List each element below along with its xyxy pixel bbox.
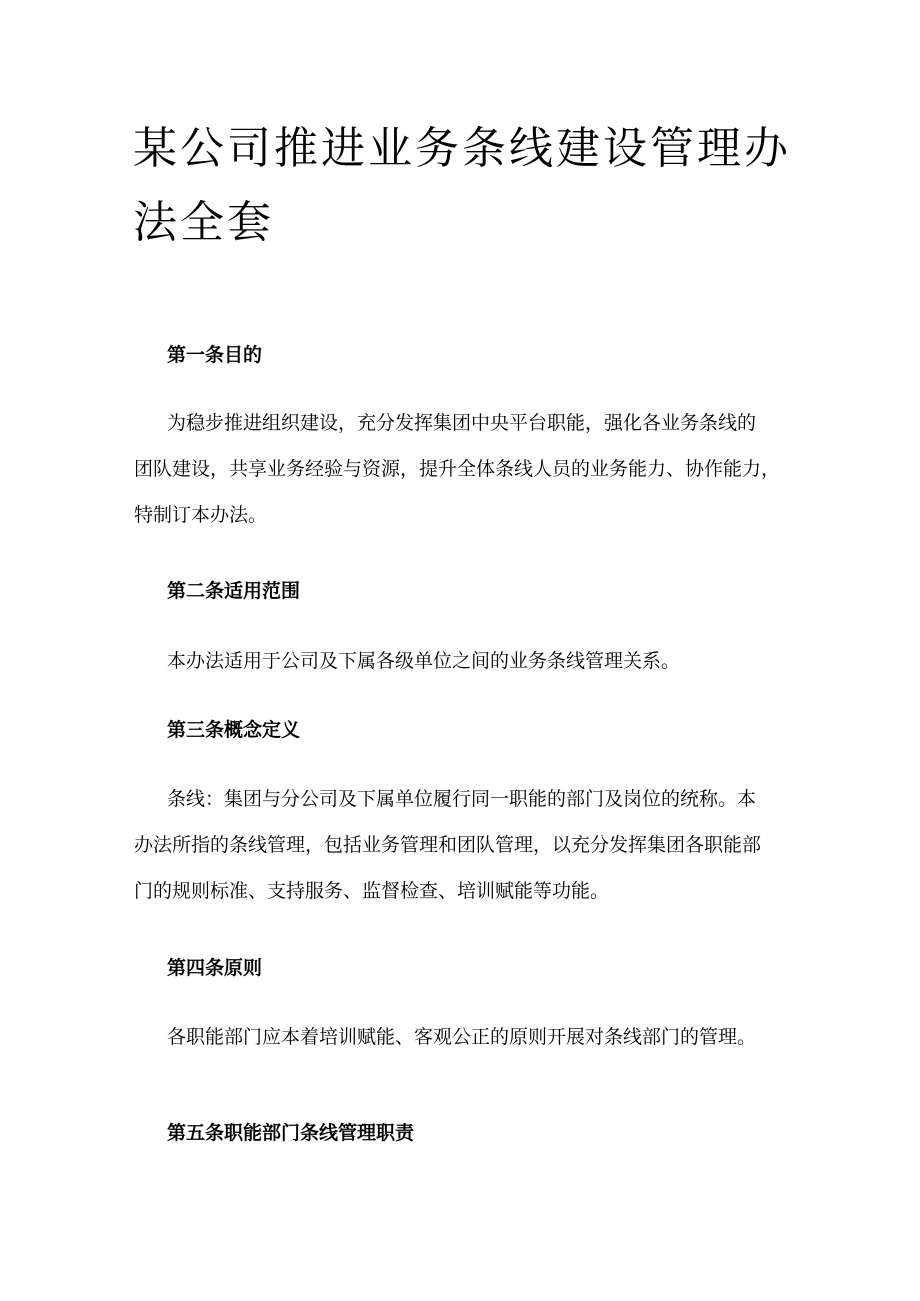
- section-body-article-2: [134, 638, 794, 684]
- section-body-article-1: [134, 400, 794, 538]
- body-line: 团队建设，共享业务经验与资源，提升全体条线人员的业务能力、协作能力，: [134, 458, 781, 480]
- body-line: 为稳步推进组织建设，充分发挥集团中央平台职能，强化各业务条线的: [167, 412, 757, 434]
- section-heading-article-1: 第一条目的: [167, 344, 263, 366]
- body-line: 条线：集团与分公司及下属单位履行同一职能的部门及岗位的统称。本: [167, 788, 757, 810]
- section-heading-article-3: 第三条概念定义: [167, 719, 301, 741]
- section-heading-article-2: 第二条适用范围: [167, 580, 301, 602]
- section-heading-article-5: 第五条职能部门条线管理职责: [167, 1122, 415, 1144]
- body-line: 各职能部门应本着培训赋能、客观公正的原则开展对条线部门的管理。: [167, 1026, 757, 1048]
- body-line: 本办法适用于公司及下属各级单位之间的业务条线管理关系。: [167, 650, 681, 672]
- body-line: 门的规则标准、支持服务、监督检查、培训赋能等功能。: [134, 880, 610, 902]
- body-line: 特制订本办法。: [134, 504, 268, 526]
- section-body-article-3: [134, 776, 794, 914]
- section-heading-article-4: 第四条原则: [167, 957, 263, 979]
- document-title: 某公司推进业务条线建设管理办法全套: [133, 123, 791, 248]
- body-line: 办法所指的条线管理，包括业务管理和团队管理，以充分发挥集团各职能部: [134, 834, 762, 856]
- section-body-article-4: [134, 1014, 794, 1060]
